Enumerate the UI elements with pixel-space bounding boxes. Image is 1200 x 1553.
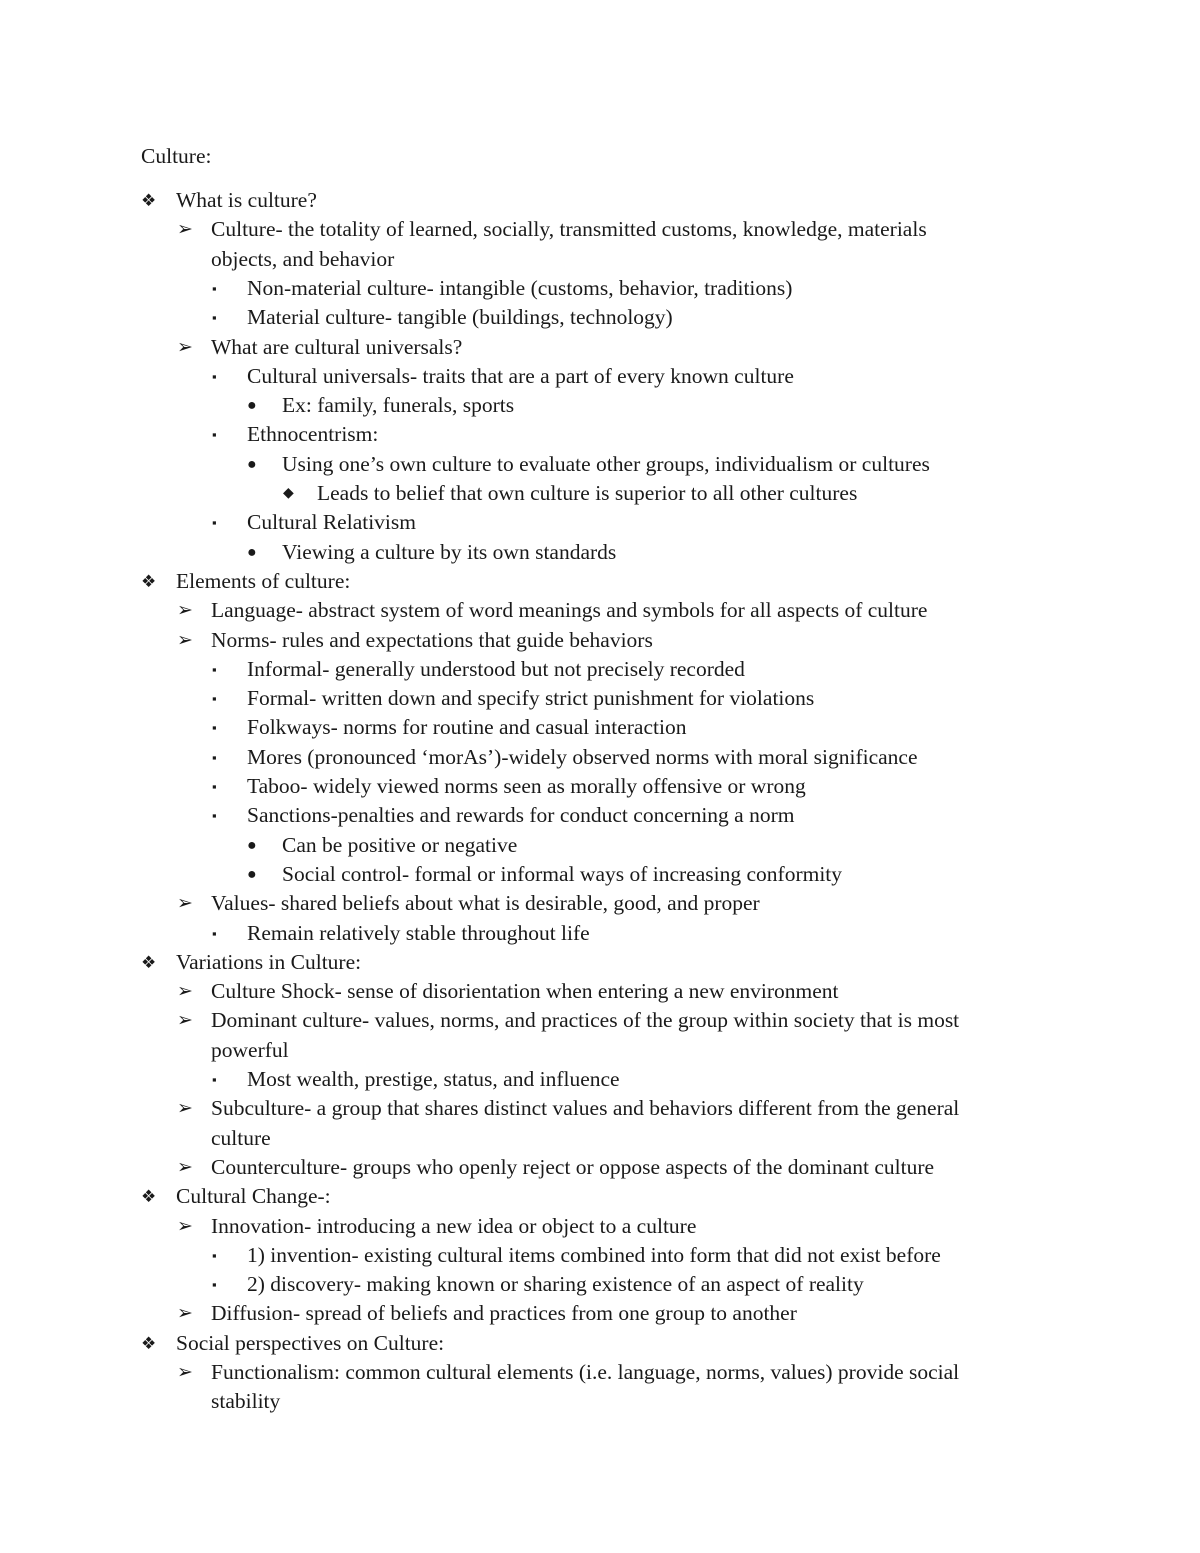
outline-item-level-2 xyxy=(0,1212,1200,1241)
bullet-level-3-icon: ▪ xyxy=(212,749,217,765)
outline-item-text: Functionalism: common cultural elements (i.e. language, norms, values) provide social xyxy=(211,1360,960,1384)
outline-item-level-3 xyxy=(0,274,1200,303)
outline-item-text: Sanctions-penalties and rewards for conduct concerning a norm xyxy=(247,803,795,828)
bullet-level-2-icon: ➢ xyxy=(177,1010,193,1032)
outline-item-level-1 xyxy=(0,1182,1200,1211)
outline-item-text: Social perspectives on Culture: xyxy=(176,1330,445,1355)
outline-item-text: Culture Shock- sense of disorientation when entering a new environment xyxy=(211,979,839,1004)
bullet-level-3-icon: ▪ xyxy=(212,720,217,736)
outline-item-text: 2) discovery- making known or sharing existence of an aspect of reality xyxy=(247,1272,864,1297)
outline-item-level-2 xyxy=(0,333,1200,362)
bullet-level-5-icon: ◆ xyxy=(283,486,294,501)
outline-item-text: Diffusion- spread of beliefs and practices from one group to another xyxy=(211,1301,797,1326)
outline-item-level-3 xyxy=(0,362,1200,391)
outline-item-level-3 xyxy=(0,919,1200,948)
outline-item-level-2 xyxy=(0,977,1200,1006)
outline-item-text: Material culture- tangible (buildings, technology) xyxy=(247,305,673,330)
bullet-level-3-icon: ▪ xyxy=(212,1277,217,1293)
bullet-level-3-icon: ▪ xyxy=(212,1072,217,1087)
bullet-level-4-icon: ● xyxy=(247,543,257,561)
page-title: Culture: xyxy=(141,144,212,168)
bullet-level-2-icon: ➢ xyxy=(177,1156,193,1178)
outline-item-text: Mores (pronounced ‘morAs’)-widely observed norms with moral significance xyxy=(247,744,918,769)
outline-item-level-3 xyxy=(0,772,1200,801)
outline-item-text: Counterculture- groups who openly reject or oppose aspects of the dominant culture xyxy=(211,1154,935,1179)
bullet-level-4-icon: ● xyxy=(247,865,257,883)
bullet-level-3-icon: ▪ xyxy=(212,280,217,296)
outline-item-level-2 xyxy=(0,215,1200,244)
outline-item-text: Can be positive or negative xyxy=(282,832,518,857)
bullet-level-3-icon: ▪ xyxy=(212,925,217,941)
bullet-level-2-icon: ➢ xyxy=(177,600,193,622)
outline-item-text: Leads to belief that own culture is superior to all other cultures xyxy=(317,481,858,505)
outline-item-text: Folkways- norms for routine and casual interaction xyxy=(247,715,687,740)
bullet-level-3-icon: ▪ xyxy=(212,1247,217,1263)
outline-item-text: Informal- generally understood but not precisely recorded xyxy=(247,656,745,681)
outline-item-level-3 xyxy=(0,801,1200,830)
outline-item-text: Formal- written down and specify strict punishment for violations xyxy=(247,686,815,711)
outline-item-level-2 xyxy=(0,626,1200,655)
outline-item-text: Dominant culture- values, norms, and practices of the group within society that is most xyxy=(211,1008,960,1033)
outline-item-level-2 xyxy=(0,1358,1200,1387)
outline-item-level-3 xyxy=(0,420,1200,449)
outline-item-text: Non-material culture- intangible (customs, behavior, traditions) xyxy=(247,275,793,300)
bullet-level-4-icon: ● xyxy=(247,836,257,854)
outline-item-level-2 xyxy=(0,1006,1200,1035)
outline-item-level-1 xyxy=(0,567,1200,596)
outline-item-level-1 xyxy=(0,1329,1200,1358)
bullet-level-2-icon: ➢ xyxy=(177,219,193,241)
bullet-level-1-icon: ❖ xyxy=(141,571,157,591)
outline-item-text: What is culture? xyxy=(176,188,317,212)
outline-item-continuation: powerful xyxy=(211,1037,289,1062)
outline-item-text: Language- abstract system of word meanings and symbols for all aspects of culture xyxy=(211,598,928,623)
outline-item-text: Ex: family, funerals, sports xyxy=(282,393,515,418)
outline-item-text: Cultural universals- traits that are a part of every known culture xyxy=(247,363,794,388)
bullet-level-4-icon: ● xyxy=(247,455,257,473)
outline-item-level-3 xyxy=(0,303,1200,332)
outline-item-text: Innovation- introducing a new idea or object to a culture xyxy=(211,1213,697,1238)
bullet-level-1-icon: ❖ xyxy=(141,191,157,210)
outline-item-continuation: objects, and behavior xyxy=(211,246,395,271)
outline-item-text: What are cultural universals? xyxy=(211,334,463,359)
outline-item-continuation: stability xyxy=(211,1389,281,1414)
outline-item-level-3 xyxy=(0,713,1200,742)
outline-item-text: Remain relatively stable throughout life xyxy=(247,920,590,945)
outline-item-text: Ethnocentrism: xyxy=(247,422,379,447)
outline-item-text: 1) invention- existing cultural items combined into form that did not exist before xyxy=(247,1242,941,1267)
bullet-level-3-icon: ▪ xyxy=(212,310,217,326)
bullet-level-2-icon: ➢ xyxy=(177,336,193,358)
outline-item-level-3 xyxy=(0,684,1200,713)
bullet-level-4-icon: ● xyxy=(247,397,257,415)
bullet-level-3-icon: ▪ xyxy=(212,691,217,707)
outline-item-level-4 xyxy=(0,538,1200,567)
bullet-level-2-icon: ➢ xyxy=(177,1303,193,1325)
bullet-level-1-icon: ❖ xyxy=(141,1187,157,1207)
bullet-level-3-icon: ▪ xyxy=(212,427,217,443)
bullet-level-2-icon: ➢ xyxy=(177,1098,193,1120)
outline-item-level-4 xyxy=(0,860,1200,889)
outline-item-level-4 xyxy=(0,831,1200,860)
outline-item-level-2 xyxy=(0,1153,1200,1182)
outline-item-level-5 xyxy=(0,479,1200,508)
bullet-level-2-icon: ➢ xyxy=(177,893,193,915)
outline-item-text: Using one’s own culture to evaluate other groups, individualism or cultures xyxy=(282,451,930,476)
outline-item-level-3 xyxy=(0,655,1200,684)
outline-item-continuation: culture xyxy=(211,1125,271,1150)
bullet-level-2-icon: ➢ xyxy=(177,1362,193,1383)
outline-item-level-1 xyxy=(0,186,1200,215)
outline-item-level-2 xyxy=(0,889,1200,918)
outline-item-text: Subculture- a group that shares distinct values and behaviors different from the general xyxy=(211,1096,960,1121)
outline-item-text: Cultural Change-: xyxy=(176,1184,331,1209)
outline-item-level-2 xyxy=(0,1094,1200,1123)
bullet-level-3-icon: ▪ xyxy=(212,779,217,794)
outline-item-level-3 xyxy=(0,1270,1200,1299)
outline-item-level-3 xyxy=(0,743,1200,772)
outline-item-level-4 xyxy=(0,391,1200,420)
bullet-level-2-icon: ➢ xyxy=(177,981,193,1003)
bullet-level-3-icon: ▪ xyxy=(212,661,217,677)
bullet-level-3-icon: ▪ xyxy=(212,515,217,531)
outline-item-text: Cultural Relativism xyxy=(247,510,416,535)
outline-item-text: Taboo- widely viewed norms seen as morally offensive or wrong xyxy=(247,774,806,798)
outline-item-text: Elements of culture: xyxy=(176,568,351,593)
bullet-level-2-icon: ➢ xyxy=(177,629,193,651)
outline-item-level-3 xyxy=(0,1065,1200,1094)
bullet-level-1-icon: ❖ xyxy=(141,1333,157,1353)
outline-item-text: Norms- rules and expectations that guide behaviors xyxy=(211,627,653,652)
outline-item-level-1 xyxy=(0,948,1200,977)
bullet-level-1-icon: ❖ xyxy=(141,952,157,972)
outline-item-level-2 xyxy=(0,1299,1200,1328)
outline-item-level-3 xyxy=(0,508,1200,537)
outline-item-text: Culture- the totality of learned, socially, transmitted customs, knowledge, materials xyxy=(211,217,927,242)
outline-item-level-3 xyxy=(0,1241,1200,1270)
outline-item-text: Viewing a culture by its own standards xyxy=(282,539,617,564)
bullet-level-2-icon: ➢ xyxy=(177,1215,193,1237)
bullet-level-3-icon: ▪ xyxy=(212,368,217,384)
outline-item-text: Variations in Culture: xyxy=(176,949,362,974)
bullet-level-3-icon: ▪ xyxy=(212,808,217,824)
outline-item-level-4 xyxy=(0,450,1200,479)
outline-item-text: Values- shared beliefs about what is desirable, good, and proper xyxy=(211,891,760,916)
outline-item-text: Social control- formal or informal ways of increasing conformity xyxy=(282,861,843,886)
outline-item-level-2 xyxy=(0,596,1200,625)
outline-item-text: Most wealth, prestige, status, and influence xyxy=(247,1067,620,1091)
